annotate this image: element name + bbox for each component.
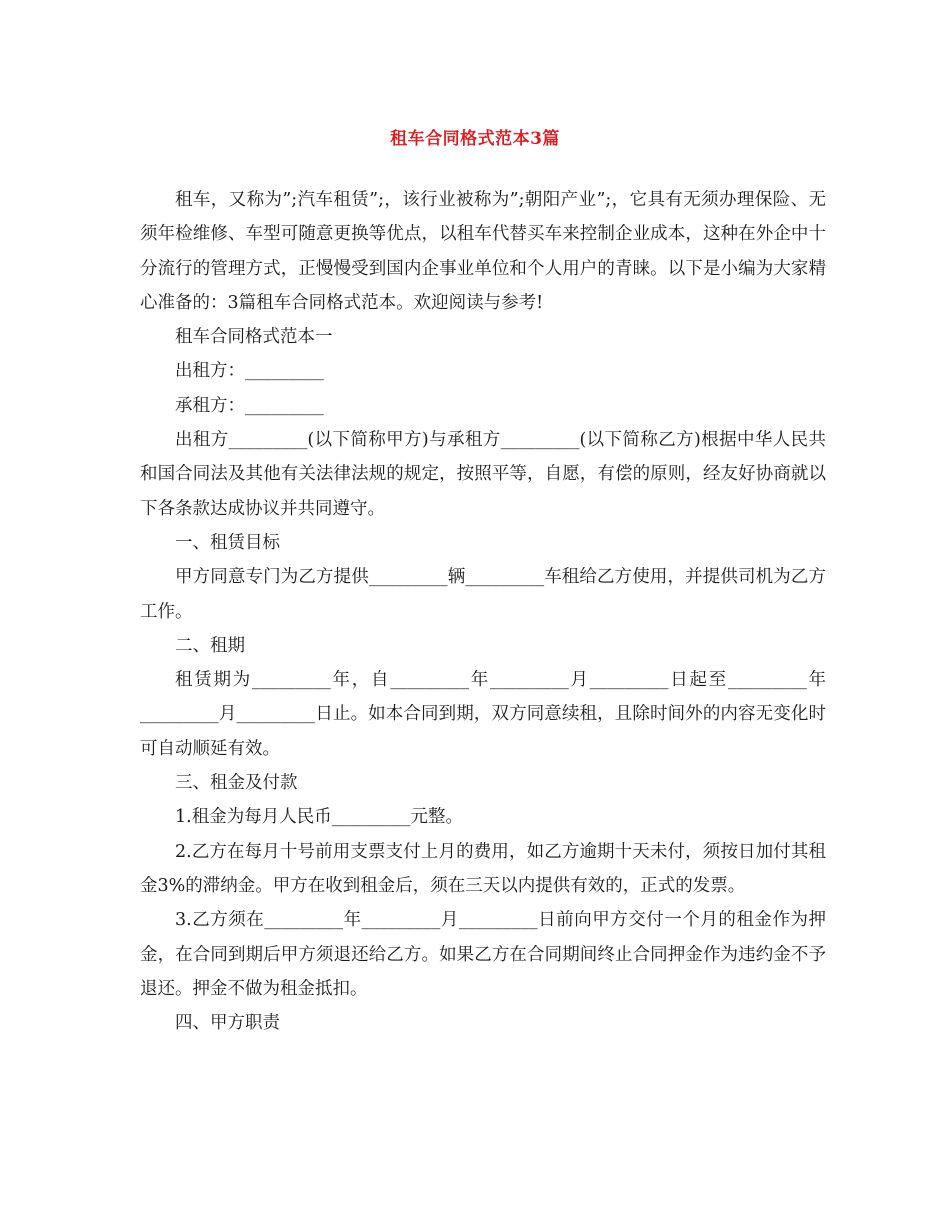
- section-heading-lease-term: 二、租期: [175, 635, 245, 656]
- lessee-field: 承租方：_________: [175, 395, 324, 416]
- rent-clause-2: 2.乙方在每月十号前用支票支付上月的费用，如乙方逾期十天未付，须按日加付其租金3%的滞纳金。甲方在收到租金后，须在三天以内提供有效的，正式的发票。: [140, 841, 826, 896]
- section-heading-lease-target: 一、租赁目标: [175, 532, 280, 553]
- document-body: [140, 183, 826, 1040]
- lessor-field: 出租方：_________: [175, 361, 324, 382]
- document-title: 租车合同格式范本3篇: [390, 129, 560, 149]
- intro-paragraph: 租车，又称为”;汽车租赁”;，该行业被称为”;朝阳产业”;，它具有无须办理保险、无须年检维修、车型可随意更换等优点，以租车代替买车来控制企业成本，这种在外企中十分流行的管理方式，正慢慢受到国内企事业单位和个人用户的青睐。以下是小编为大家精心准备的：3篇租车合同格式范本。欢迎阅读与参考!: [140, 190, 826, 313]
- rent-clause-3: 3.乙方须在_________年_________月_________日前向甲方交付一个月的租金作为押金，在合同到期后甲方须退还给乙方。如果乙方在合同期间终止合同押金作为违约金不予退还。押金不做为租金抵扣。: [140, 910, 826, 999]
- parties-paragraph: 出租方_________(以下简称甲方)与承租方_________(以下简称乙方)根据中华人民共和国合同法及其他有关法律法规的规定，按照平等，自愿，有偿的原则，经友好协商就以下各条款达成协议并共同遵守。: [140, 430, 826, 519]
- rent-clause-1: 1.租金为每月人民币_________元整。: [175, 807, 463, 828]
- lease-term-paragraph: 租赁期为_________年，自_________年_________月_________日起至_________年_________月_________日止。如本合同到期，双方同意续租，且除时间外的内容无变化时可自动顺延有效。: [140, 670, 826, 759]
- section-heading-rent-payment: 三、租金及付款: [175, 773, 298, 794]
- section-heading-template-one: 租车合同格式范本一: [175, 327, 333, 348]
- section-heading-party-a-duties: 四、甲方职责: [175, 1013, 280, 1034]
- lease-target-paragraph: 甲方同意专门为乙方提供_________辆_________车租给乙方使用，并提供司机为乙方工作。: [140, 567, 826, 622]
